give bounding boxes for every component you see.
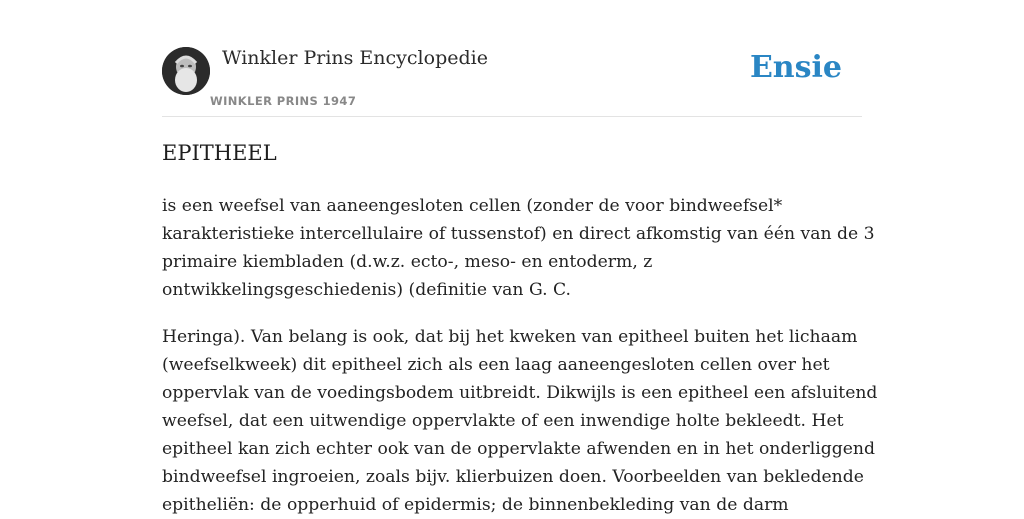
paragraph-line: primaire kiembladen (d.w.z. ecto-, meso- en entoderm, z xyxy=(162,252,653,272)
brand-logo[interactable]: Ensie xyxy=(749,50,842,85)
paragraph-line: epitheel kan zich echter ook van de oppervlakte afwenden en in het onderliggend xyxy=(162,439,875,459)
paragraph-line: (weefselkweek) dit epitheel zich als een laag aaneengesloten cellen over het xyxy=(162,355,830,375)
article-title: EPITHEEL xyxy=(162,141,277,165)
paragraph-line: weefsel, dat een uitwendige oppervlakte of een inwendige holte bekleedt. Het xyxy=(162,411,844,431)
paragraph-line: oppervlak van de voedingsbodem uitbreidt. Dikwijls is een epitheel een afsluitend xyxy=(162,383,878,403)
paragraph-line: is een weefsel van aaneengesloten cellen (zonder de voor bindweefsel* xyxy=(162,196,783,216)
avatar[interactable] xyxy=(162,47,210,95)
article-paragraph-1 xyxy=(162,192,875,304)
article-page xyxy=(162,0,878,515)
paragraph-line: epitheliën: de opperhuid of epidermis; de binnenbekleding van de darm xyxy=(162,495,789,515)
edition-label[interactable]: WINKLER PRINS 1947 xyxy=(210,94,357,108)
paragraph-line: karakteristieke intercellulaire of tussenstof) en direct afkomstig van één van de 3 xyxy=(162,224,875,244)
paragraph-line: bindweefsel ingroeien, zoals bijv. klierbuizen doen. Voorbeelden van bekledende xyxy=(162,467,864,487)
paragraph-line: Heringa). Van belang is ook, dat bij het kweken van epitheel buiten het lichaam xyxy=(162,327,858,347)
paragraph-line: ontwikkelingsgeschiedenis) (definitie van G. C. xyxy=(162,280,571,300)
portrait-icon xyxy=(162,47,210,95)
site-name[interactable]: Winkler Prins Encyclopedie xyxy=(222,47,488,69)
header xyxy=(162,0,862,117)
article-paragraph-2 xyxy=(162,323,878,519)
